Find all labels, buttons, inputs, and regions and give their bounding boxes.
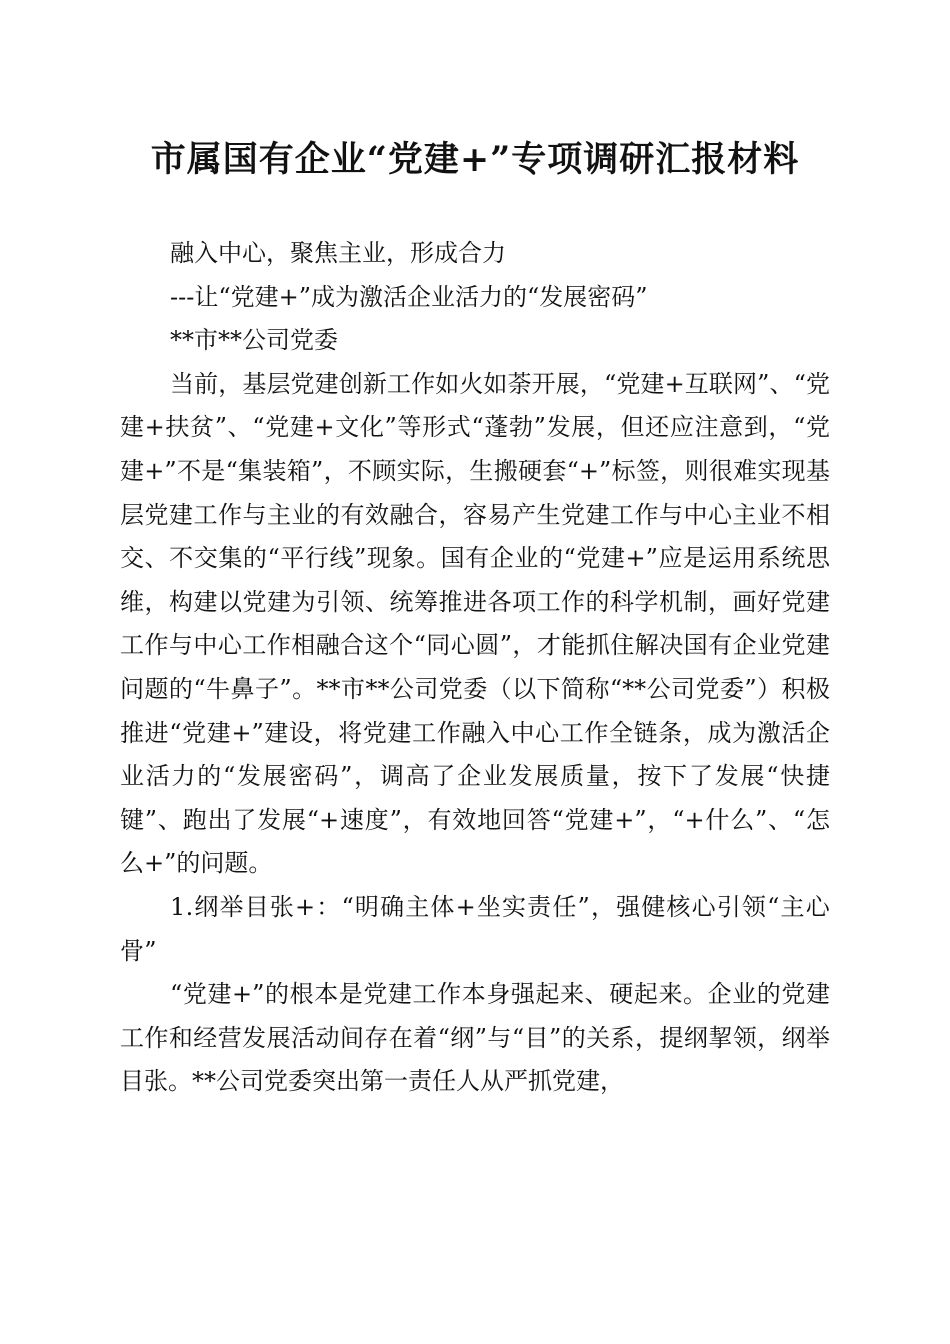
paragraph: “党建+”的根本是党建工作本身强起来、硬起来。企业的党建工作和经营发展活动间存在着“纲”与“目”的关系，提纲挈领，纲举目张。**公司党委突出第一责任人从严抓党建， — [120, 980, 830, 1096]
subtitle-main: 融入中心，聚焦主业，形成合力 — [170, 239, 506, 267]
author-line: **市**公司党委 — [170, 326, 338, 355]
subtitle-sub: ---让“党建+”成为激活企业活力的“发展密码” — [170, 282, 648, 311]
document-body — [120, 232, 830, 1104]
paragraph: 当前，基层党建创新工作如火如荼开展，“党建+互联网”、“党建+扶贫”、“党建+文化”等形式“蓬勃”发展，但还应注意到，“党建+”不是“集装箱”，不顾实际，生搬硬套“+”标签，则很难实现基层党建工作与主业的有效融合，容易产生党建工作与中心主业不相交、不交集的“平行线”现象。国有企业的“党建+”应是运用系统思维，构建以党建为引领、统筹推进各项工作的科学机制，画好党建工作与中心工作相融合这个“同心圆”，才能抓住解决国有企业党建问题的“牛鼻子”。**市**公司党委（以下简称“**公司党委”）积极推进“党建+”建设，将党建工作融入中心工作全链条，成为激活企业活力的“发展密码”，调高了企业发展质量，按下了发展“快捷键”、跑出了发展“+速度”，有效地回答“党建+”，“+什么”、“怎么+”的问题。 — [120, 369, 830, 878]
document-title: 市属国有企业“党建+”专项调研汇报材料 — [150, 139, 800, 180]
section-heading: 1.纲举目张+：“明确主体+坐实责任”，强健核心引领“主心骨” — [120, 892, 830, 965]
